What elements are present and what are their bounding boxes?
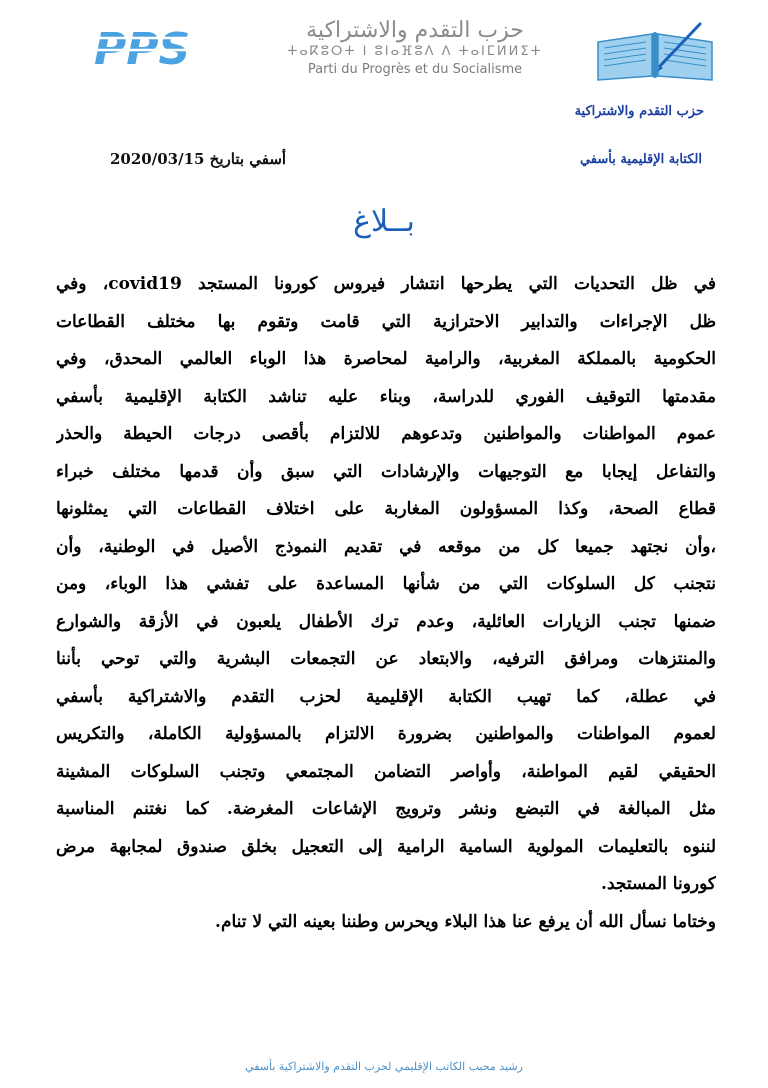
signature: رشيد محبب الكاتب الإقليمي لحزب التقدم والاشتراكية بأسفي bbox=[245, 1060, 523, 1073]
body-line: لننوه بالتعليمات المولوية السامية الرامية إلى التعجيل بخلق صندوق لمجابهة مرض bbox=[56, 836, 716, 857]
body-line: ضمنها تجنب الزيارات العائلية، وعدم ترك الأطفال يلعبون في الأزقة والشوارع bbox=[56, 611, 716, 632]
body-line: كورونا المستجد. bbox=[601, 874, 716, 894]
document-date: أسفي بتاريخ 2020/03/15 bbox=[110, 150, 287, 168]
letterhead bbox=[0, 0, 768, 100]
body-line: والمنتزهات ومرافق الترفيه، والابتعاد عن التجمعات البشرية والتي توحي بأننا bbox=[56, 649, 716, 669]
open-book-icon bbox=[590, 20, 720, 82]
document-title: بــلاغ bbox=[353, 204, 415, 239]
body-line: نتجنب كل السلوكات التي من شأنها المساعدة على تفشي هذا الوباء، ومن bbox=[56, 574, 716, 594]
body-line: في عطلة، كما تهيب الكتابة الإقليمية لحزب التقدم والاشتراكية بأسفي bbox=[56, 686, 716, 707]
body-line: ظل الإجراءات والتدابير الاحترازية التي قامت وتقوم بها مختلف القطاعات bbox=[56, 311, 716, 332]
party-name-tifinagh: ⵜⴰⴽⵓⵔⵜ ⵏ ⵓⵏⴰⴼⵓⴷ ⴷ ⵜⴰⵏⵎⵍⵍⵉⵜ bbox=[287, 44, 543, 59]
closing-line: وختاما نسأل الله أن يرفع عنا هذا البلاء ويحرس وطننا بعينه التي لا تنام. bbox=[215, 911, 716, 932]
office-name: الكتابة الإقليمية بأسفي bbox=[579, 152, 702, 167]
statement-body bbox=[56, 266, 716, 941]
party-name-french: Parti du Progrès et du Socialisme bbox=[307, 62, 523, 77]
body-line: مثل المبالغة في التبضع ونشر وترويج الإشاعات المغرضة. كما نغتنم المناسبة bbox=[56, 799, 716, 819]
body-line: لعموم المواطنات والمواطنين بضرورة الالتزام بالمسؤولية الكاملة، والتكريس bbox=[56, 724, 716, 744]
body-line: في ظل التحديات التي يطرحها انتشار فيروس كورونا المستجد covid19، وفي bbox=[56, 274, 716, 294]
pps-logo bbox=[92, 26, 242, 70]
body-line: مقدمتها التوقيف الفوري للدراسة، وبناء عليه تناشد الكتابة الإقليمية بأسفي bbox=[56, 386, 716, 407]
body-line: الحكومية بالمملكة المغربية، والرامية لمحاصرة هذا الوباء العالمي المحدق، وفي bbox=[56, 349, 716, 369]
body-line: قطاع الصحة، وكذا المسؤولون المغاربة على اختلاف القطاعات التي يمثلونها bbox=[56, 499, 716, 519]
body-line: الحقيقي لقيم المواطنة، وأواصر التضامن المجتمعي وتجنب السلوكات المشينة bbox=[56, 761, 716, 782]
body-line: عموم المواطنات والمواطنين وتدعوهم للالتزام بأقصى درجات الحيطة والحذر bbox=[56, 424, 716, 444]
organization-name: حزب التقدم والاشتراكية bbox=[574, 104, 704, 119]
body-line: ،وأن نجتهد جميعا كل من موقعه في تقديم النموذج الأصيل في الوطنية، وأن bbox=[56, 536, 716, 557]
body-line: والتفاعل إيجابا مع التوجيهات والإرشادات التي سبق وأن قدمها مختلف خبراء bbox=[56, 461, 716, 482]
party-name-arabic: حزب التقدم والاشتراكية bbox=[306, 18, 524, 43]
pps-logo-text: PPS bbox=[94, 26, 191, 70]
